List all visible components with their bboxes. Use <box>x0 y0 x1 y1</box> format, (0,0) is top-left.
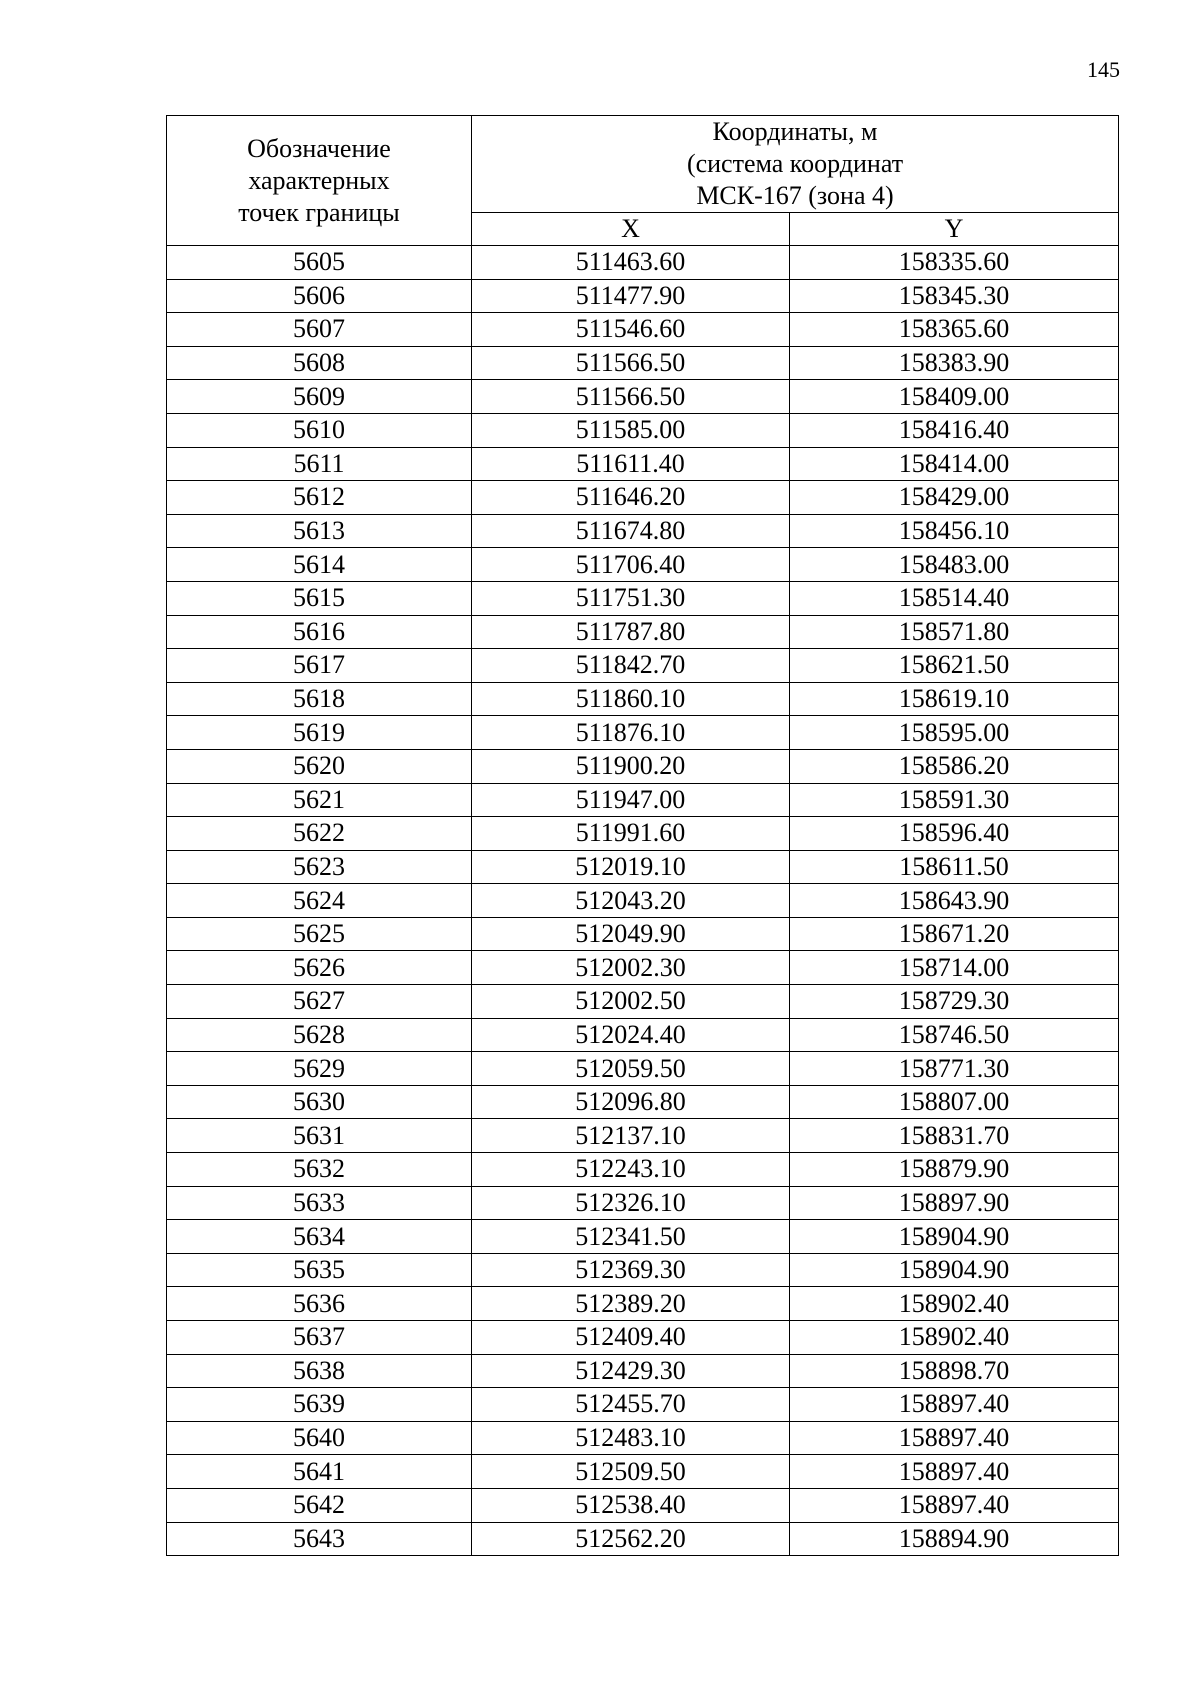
point-header-line-3: точек границы <box>238 197 400 227</box>
table-row <box>167 1119 1119 1153</box>
y-coordinate-cell: 158894.90 <box>790 1522 1119 1556</box>
table-row <box>167 951 1119 985</box>
coords-header-line-3: МСК-167 (зона 4) <box>696 181 894 210</box>
coords-header-line-1: Координаты, м <box>712 117 878 146</box>
table-row <box>167 581 1119 615</box>
y-coordinate-cell: 158898.70 <box>790 1354 1119 1388</box>
table-row <box>167 1455 1119 1489</box>
y-coordinate-cell: 158345.30 <box>790 279 1119 313</box>
coordinates-table <box>166 115 1119 1556</box>
table-row <box>167 1018 1119 1052</box>
page-number: 145 <box>1087 57 1120 82</box>
point-cell: 5643 <box>167 1522 472 1556</box>
table-row <box>167 783 1119 817</box>
point-cell: 5642 <box>167 1488 472 1522</box>
point-cell: 5641 <box>167 1455 472 1489</box>
point-cell: 5620 <box>167 749 472 783</box>
y-coordinate-cell: 158879.90 <box>790 1153 1119 1187</box>
point-cell: 5605 <box>167 246 472 280</box>
x-coordinate-cell: 512096.80 <box>472 1085 790 1119</box>
y-coordinate-cell: 158416.40 <box>790 413 1119 447</box>
table-row <box>167 447 1119 481</box>
y-coordinate-cell: 158714.00 <box>790 951 1119 985</box>
y-coordinate-cell: 158414.00 <box>790 447 1119 481</box>
table-row <box>167 346 1119 380</box>
y-coordinate-cell: 158671.20 <box>790 917 1119 951</box>
table-row <box>167 817 1119 851</box>
y-coordinate-cell: 158729.30 <box>790 985 1119 1019</box>
x-column-header: X <box>472 213 790 246</box>
point-cell: 5608 <box>167 346 472 380</box>
y-coordinate-cell: 158904.90 <box>790 1253 1119 1287</box>
point-cell: 5619 <box>167 716 472 750</box>
x-coordinate-cell: 511860.10 <box>472 682 790 716</box>
y-coordinate-cell: 158596.40 <box>790 817 1119 851</box>
x-coordinate-cell: 511566.50 <box>472 380 790 414</box>
table-row <box>167 716 1119 750</box>
point-column-header <box>167 116 472 246</box>
table-row <box>167 649 1119 683</box>
point-cell: 5638 <box>167 1354 472 1388</box>
point-cell: 5633 <box>167 1186 472 1220</box>
point-cell: 5637 <box>167 1321 472 1355</box>
x-coordinate-cell: 512429.30 <box>472 1354 790 1388</box>
y-coordinate-cell: 158897.40 <box>790 1421 1119 1455</box>
point-cell: 5628 <box>167 1018 472 1052</box>
table-row <box>167 1253 1119 1287</box>
y-coordinate-cell: 158611.50 <box>790 850 1119 884</box>
table-header <box>167 116 1119 246</box>
x-coordinate-cell: 511876.10 <box>472 716 790 750</box>
x-coordinate-cell: 512243.10 <box>472 1153 790 1187</box>
y-coordinate-cell: 158771.30 <box>790 1052 1119 1086</box>
point-header-line-2: характерных <box>248 165 390 195</box>
point-cell: 5626 <box>167 951 472 985</box>
point-cell: 5631 <box>167 1119 472 1153</box>
x-coordinate-cell: 511477.90 <box>472 279 790 313</box>
x-coordinate-cell: 512389.20 <box>472 1287 790 1321</box>
table-row <box>167 481 1119 515</box>
table-row <box>167 1287 1119 1321</box>
y-coordinate-cell: 158595.00 <box>790 716 1119 750</box>
point-cell: 5617 <box>167 649 472 683</box>
table-row <box>167 548 1119 582</box>
table-row <box>167 1186 1119 1220</box>
x-coordinate-cell: 512483.10 <box>472 1421 790 1455</box>
x-coordinate-cell: 511674.80 <box>472 514 790 548</box>
point-cell: 5613 <box>167 514 472 548</box>
point-cell: 5635 <box>167 1253 472 1287</box>
table-row <box>167 1421 1119 1455</box>
x-coordinate-cell: 512562.20 <box>472 1522 790 1556</box>
y-coordinate-cell: 158619.10 <box>790 682 1119 716</box>
point-cell: 5634 <box>167 1220 472 1254</box>
x-coordinate-cell: 512043.20 <box>472 884 790 918</box>
x-coordinate-cell: 512509.50 <box>472 1455 790 1489</box>
x-coordinate-cell: 511566.50 <box>472 346 790 380</box>
table-row <box>167 514 1119 548</box>
x-coordinate-cell: 512049.90 <box>472 917 790 951</box>
point-cell: 5616 <box>167 615 472 649</box>
point-cell: 5623 <box>167 850 472 884</box>
point-header-line-1: Обозначение <box>247 133 391 163</box>
table-row <box>167 380 1119 414</box>
point-cell: 5615 <box>167 581 472 615</box>
y-coordinate-cell: 158902.40 <box>790 1321 1119 1355</box>
y-coordinate-cell: 158365.60 <box>790 313 1119 347</box>
point-cell: 5610 <box>167 413 472 447</box>
x-coordinate-cell: 512059.50 <box>472 1052 790 1086</box>
table-row <box>167 850 1119 884</box>
y-coordinate-cell: 158904.90 <box>790 1220 1119 1254</box>
x-coordinate-cell: 511611.40 <box>472 447 790 481</box>
table-row <box>167 1085 1119 1119</box>
x-coordinate-cell: 511947.00 <box>472 783 790 817</box>
table-row <box>167 749 1119 783</box>
y-coordinate-cell: 158586.20 <box>790 749 1119 783</box>
x-coordinate-cell: 512137.10 <box>472 1119 790 1153</box>
table-row <box>167 1153 1119 1187</box>
table-row <box>167 682 1119 716</box>
table-row <box>167 279 1119 313</box>
table-row <box>167 313 1119 347</box>
y-coordinate-cell: 158902.40 <box>790 1287 1119 1321</box>
x-coordinate-cell: 511900.20 <box>472 749 790 783</box>
point-cell: 5630 <box>167 1085 472 1119</box>
table-row <box>167 1220 1119 1254</box>
table-row <box>167 1388 1119 1422</box>
x-coordinate-cell: 511646.20 <box>472 481 790 515</box>
point-cell: 5618 <box>167 682 472 716</box>
x-coordinate-cell: 512002.30 <box>472 951 790 985</box>
coordinates-column-header <box>472 116 1119 213</box>
x-coordinate-cell: 512019.10 <box>472 850 790 884</box>
point-cell: 5609 <box>167 380 472 414</box>
x-coordinate-cell: 511706.40 <box>472 548 790 582</box>
table-row <box>167 1522 1119 1556</box>
x-coordinate-cell: 511463.60 <box>472 246 790 280</box>
y-coordinate-cell: 158897.40 <box>790 1388 1119 1422</box>
point-cell: 5632 <box>167 1153 472 1187</box>
y-coordinate-cell: 158383.90 <box>790 346 1119 380</box>
y-coordinate-cell: 158831.70 <box>790 1119 1119 1153</box>
y-coordinate-cell: 158456.10 <box>790 514 1119 548</box>
x-coordinate-cell: 512024.40 <box>472 1018 790 1052</box>
y-coordinate-cell: 158897.40 <box>790 1488 1119 1522</box>
x-coordinate-cell: 512341.50 <box>472 1220 790 1254</box>
y-coordinate-cell: 158746.50 <box>790 1018 1119 1052</box>
point-cell: 5622 <box>167 817 472 851</box>
y-coordinate-cell: 158483.00 <box>790 548 1119 582</box>
table-row <box>167 1354 1119 1388</box>
y-coordinate-cell: 158429.00 <box>790 481 1119 515</box>
y-coordinate-cell: 158514.40 <box>790 581 1119 615</box>
x-coordinate-cell: 511991.60 <box>472 817 790 851</box>
point-cell: 5606 <box>167 279 472 313</box>
y-coordinate-cell: 158621.50 <box>790 649 1119 683</box>
point-cell: 5639 <box>167 1388 472 1422</box>
y-coordinate-cell: 158897.90 <box>790 1186 1119 1220</box>
y-coordinate-cell: 158335.60 <box>790 246 1119 280</box>
point-cell: 5611 <box>167 447 472 481</box>
point-cell: 5625 <box>167 917 472 951</box>
point-cell: 5621 <box>167 783 472 817</box>
table-row <box>167 413 1119 447</box>
y-coordinate-cell: 158897.40 <box>790 1455 1119 1489</box>
point-cell: 5627 <box>167 985 472 1019</box>
x-coordinate-cell: 511585.00 <box>472 413 790 447</box>
x-coordinate-cell: 512002.50 <box>472 985 790 1019</box>
y-coordinate-cell: 158409.00 <box>790 380 1119 414</box>
y-coordinate-cell: 158591.30 <box>790 783 1119 817</box>
x-coordinate-cell: 512538.40 <box>472 1488 790 1522</box>
point-cell: 5640 <box>167 1421 472 1455</box>
point-cell: 5629 <box>167 1052 472 1086</box>
y-coordinate-cell: 158807.00 <box>790 1085 1119 1119</box>
point-cell: 5636 <box>167 1287 472 1321</box>
coords-header-line-2: (система координат <box>686 149 904 178</box>
y-coordinate-cell: 158643.90 <box>790 884 1119 918</box>
table-row <box>167 1488 1119 1522</box>
y-column-header: Y <box>790 213 1119 246</box>
point-cell: 5624 <box>167 884 472 918</box>
x-coordinate-cell: 512326.10 <box>472 1186 790 1220</box>
x-coordinate-cell: 512369.30 <box>472 1253 790 1287</box>
x-coordinate-cell: 511787.80 <box>472 615 790 649</box>
x-coordinate-cell: 511751.30 <box>472 581 790 615</box>
table-row <box>167 1321 1119 1355</box>
point-cell: 5614 <box>167 548 472 582</box>
x-coordinate-cell: 512455.70 <box>472 1388 790 1422</box>
y-coordinate-cell: 158571.80 <box>790 615 1119 649</box>
table-row <box>167 246 1119 280</box>
table-row <box>167 985 1119 1019</box>
point-cell: 5612 <box>167 481 472 515</box>
table-row <box>167 1052 1119 1086</box>
table-row <box>167 884 1119 918</box>
x-coordinate-cell: 511842.70 <box>472 649 790 683</box>
table-body <box>167 246 1119 1556</box>
table-row <box>167 917 1119 951</box>
table-row <box>167 615 1119 649</box>
point-cell: 5607 <box>167 313 472 347</box>
x-coordinate-cell: 512409.40 <box>472 1321 790 1355</box>
x-coordinate-cell: 511546.60 <box>472 313 790 347</box>
